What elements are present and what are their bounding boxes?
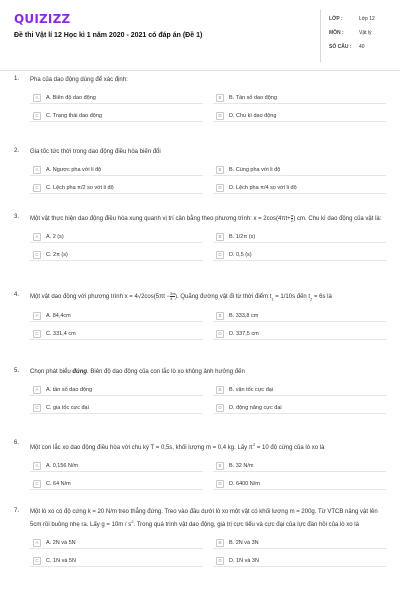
emphasis-text: đúng bbox=[72, 369, 88, 375]
option-letter: A bbox=[33, 233, 41, 241]
option-letter: D bbox=[216, 112, 224, 120]
meta-class bbox=[329, 12, 400, 26]
fraction-top: 3π bbox=[170, 291, 176, 296]
option-a[interactable] bbox=[30, 310, 203, 322]
option-text: B. 333,8 cm bbox=[229, 312, 259, 319]
option-letter: C bbox=[33, 404, 41, 412]
option-letter: B bbox=[216, 386, 224, 394]
question-4 bbox=[0, 292, 400, 368]
option-letter: B bbox=[216, 312, 224, 320]
option-c[interactable] bbox=[30, 478, 203, 490]
option-text: C. 1N và 5N bbox=[46, 557, 76, 564]
option-c[interactable] bbox=[30, 182, 203, 194]
fraction-bottom: 2 bbox=[290, 218, 293, 223]
meta-count bbox=[329, 40, 400, 54]
option-letter: C bbox=[33, 112, 41, 120]
option-text: C. 2π (s) bbox=[46, 251, 68, 258]
option-text: A. tần số dao động bbox=[46, 386, 93, 393]
option-text: A. 0,156 N/m bbox=[46, 462, 79, 469]
question-text-part: Một con lắc xo dao động điều hòa với chu kỳ T = 0,5s, khối lượng m = 0,4 kg. Lấy π bbox=[30, 445, 253, 451]
option-text: D. 0,5 (s) bbox=[229, 251, 252, 258]
option-text: B. 1/2π (s) bbox=[229, 233, 256, 240]
question-text bbox=[30, 292, 386, 303]
option-b[interactable] bbox=[213, 460, 386, 472]
question-number: 4. bbox=[14, 292, 20, 298]
meta-count-value: 40 bbox=[359, 44, 365, 50]
fraction-top: π bbox=[290, 213, 294, 218]
option-text: C. gia tốc cực đại bbox=[46, 404, 89, 411]
superscript: 2 bbox=[252, 442, 256, 447]
question-text-part: = 10 độ cứng của lò xo là bbox=[255, 445, 325, 451]
option-letter: A bbox=[33, 462, 41, 470]
options bbox=[30, 460, 386, 490]
option-text: B. 32 N/m bbox=[229, 462, 254, 469]
option-letter: C bbox=[33, 251, 41, 259]
option-d[interactable] bbox=[213, 110, 386, 122]
option-b[interactable] bbox=[213, 537, 386, 549]
option-d[interactable] bbox=[213, 402, 386, 414]
option-text: D. động năng cực đại bbox=[229, 404, 282, 411]
options bbox=[30, 384, 386, 414]
question-6 bbox=[0, 440, 400, 508]
option-letter: B bbox=[216, 94, 224, 102]
option-text: A. 2 (s) bbox=[46, 233, 64, 240]
question-2 bbox=[0, 148, 400, 214]
option-text: D. Lệch pha π/4 so với li độ bbox=[229, 184, 297, 191]
option-c[interactable] bbox=[30, 328, 203, 340]
question-text-part: Một vật dao động với phương trình x = 4√2cos(5πt − bbox=[30, 294, 171, 301]
option-d[interactable] bbox=[213, 555, 386, 567]
question-3 bbox=[0, 214, 400, 282]
option-letter: D bbox=[216, 404, 224, 412]
quizizz-logo: QUIZIZZ bbox=[14, 12, 71, 26]
option-a[interactable] bbox=[30, 384, 203, 396]
option-text: B. vận tốc cực đại bbox=[229, 386, 274, 393]
options bbox=[30, 310, 386, 340]
option-letter: A bbox=[33, 94, 41, 102]
options bbox=[30, 92, 386, 122]
option-a[interactable] bbox=[30, 537, 203, 549]
meta-panel bbox=[320, 10, 400, 62]
option-text: B. Tần số dao động bbox=[229, 94, 277, 101]
option-d[interactable] bbox=[213, 478, 386, 490]
option-c[interactable] bbox=[30, 249, 203, 261]
option-letter: A bbox=[33, 166, 41, 174]
option-c[interactable] bbox=[30, 402, 203, 414]
option-b[interactable] bbox=[213, 92, 386, 104]
question-text-part: ) cm. Chu kì dao động của vật là: bbox=[293, 216, 382, 223]
meta-subject-label: MÔN : bbox=[329, 30, 344, 36]
question-number: 1. bbox=[14, 76, 20, 82]
option-a[interactable] bbox=[30, 231, 203, 243]
option-text: A. 84,4cm bbox=[46, 312, 71, 319]
question-text-part: Một vật thực hiện dao động điều hòa xung quanh vị trí cân bằng theo phương trình: x = 2cos(4πt+ bbox=[30, 216, 291, 223]
question-number: 6. bbox=[14, 440, 20, 446]
question-number: 3. bbox=[14, 214, 20, 220]
question-text-part: = 6s là bbox=[312, 294, 332, 301]
question-1 bbox=[0, 76, 400, 136]
page-title: Đề thi Vật lí 12 Học kì 1 năm 2020 - 2021 có đáp án (Đề 1) bbox=[14, 32, 203, 39]
option-letter: B bbox=[216, 233, 224, 241]
superscript: 2 bbox=[131, 519, 134, 524]
question-number: 2. bbox=[14, 148, 20, 154]
options bbox=[30, 537, 386, 567]
option-b[interactable] bbox=[213, 231, 386, 243]
question-text bbox=[30, 508, 386, 530]
question-text-part: Một lò xo có độ cứng k = 20 N/m treo thẳng đứng. Treo vào đầu dưới lò xo một vật có khối lượng m = 200g. Từ VTCB nâng vật lên 5cm rồi buông nhẹ ra. Lấy g = 10m / s bbox=[30, 509, 378, 528]
option-text: D. Chu kì dao động bbox=[229, 112, 277, 119]
option-text: D. 6400 N/m bbox=[229, 480, 260, 487]
option-c[interactable] bbox=[30, 555, 203, 567]
question-number: 7. bbox=[14, 508, 20, 514]
question-list bbox=[0, 76, 400, 594]
option-d[interactable] bbox=[213, 249, 386, 261]
option-letter: B bbox=[216, 462, 224, 470]
option-b[interactable] bbox=[213, 310, 386, 322]
question-number: 5. bbox=[14, 368, 20, 374]
question-text-part: ). Quãng đường vật đi từ thời điểm t bbox=[175, 294, 272, 301]
option-b[interactable] bbox=[213, 164, 386, 176]
option-letter: B bbox=[216, 166, 224, 174]
option-d[interactable] bbox=[213, 182, 386, 194]
option-text: A. 2N và 5N bbox=[46, 539, 76, 546]
option-letter: D bbox=[216, 184, 224, 192]
option-a[interactable] bbox=[30, 460, 203, 472]
question-text: Pha của dao động dùng để xác định: bbox=[30, 77, 128, 83]
option-c[interactable] bbox=[30, 110, 203, 122]
option-text: C. 64 N/m bbox=[46, 480, 71, 487]
option-letter: A bbox=[33, 312, 41, 320]
option-text: A. Ngược pha với li độ bbox=[46, 166, 102, 173]
option-text: D. 337,5 cm bbox=[229, 330, 259, 337]
option-text: C. 331,4 cm bbox=[46, 330, 76, 337]
option-letter: C bbox=[33, 557, 41, 565]
option-a[interactable] bbox=[30, 92, 203, 104]
meta-class-label: LỚP : bbox=[329, 16, 343, 22]
option-letter: C bbox=[33, 184, 41, 192]
option-text: D. 1N và 3N bbox=[229, 557, 259, 564]
option-letter: A bbox=[33, 539, 41, 547]
option-b[interactable] bbox=[213, 384, 386, 396]
option-text: B. 2N và 3N bbox=[229, 539, 259, 546]
question-text bbox=[30, 440, 386, 453]
option-a[interactable] bbox=[30, 164, 203, 176]
question-text-part: = 1/10s đến t bbox=[273, 294, 311, 301]
option-letter: D bbox=[216, 557, 224, 565]
options bbox=[30, 231, 386, 261]
header-divider bbox=[0, 70, 400, 71]
option-letter: C bbox=[33, 480, 41, 488]
question-text bbox=[30, 368, 386, 377]
question-text bbox=[30, 214, 386, 224]
meta-count-label: SỐ CÂU : bbox=[329, 44, 352, 50]
option-text: A. Biên độ dao động bbox=[46, 94, 96, 101]
option-text: B. Cùng pha với li độ bbox=[229, 166, 281, 173]
option-text: C. Trạng thái dao động bbox=[46, 112, 102, 119]
question-text: Gia tốc tức thời trong dao động điều hòa biến đổi bbox=[30, 149, 161, 155]
meta-subject-value: Vật lý bbox=[359, 30, 372, 36]
meta-subject bbox=[329, 26, 400, 40]
option-text: C. Lệch pha π/2 so với li độ bbox=[46, 184, 114, 191]
option-letter: C bbox=[33, 330, 41, 338]
option-d[interactable] bbox=[213, 328, 386, 340]
question-text-part: Chọn phát biểu bbox=[30, 369, 73, 375]
question-text-part: . Trong quá trình vật dao động, giá trị cực tiểu và cực đại của lực đàn hồi của lò xo là bbox=[133, 522, 359, 528]
option-letter: D bbox=[216, 251, 224, 259]
fraction-bottom: 4 bbox=[170, 296, 175, 301]
subscript: 1 bbox=[271, 296, 274, 302]
question-7 bbox=[0, 508, 400, 594]
question-5 bbox=[0, 368, 400, 432]
option-letter: D bbox=[216, 330, 224, 338]
meta-class-value: Lớp 12 bbox=[359, 16, 375, 22]
option-letter: B bbox=[216, 539, 224, 547]
subscript: 2 bbox=[310, 296, 313, 302]
option-letter: D bbox=[216, 480, 224, 488]
option-letter: A bbox=[33, 386, 41, 394]
options bbox=[30, 164, 386, 194]
question-text-part: . Biên độ dao động của con lắc lò xo không ảnh hưởng đến bbox=[87, 369, 245, 375]
worksheet-header bbox=[0, 0, 400, 62]
